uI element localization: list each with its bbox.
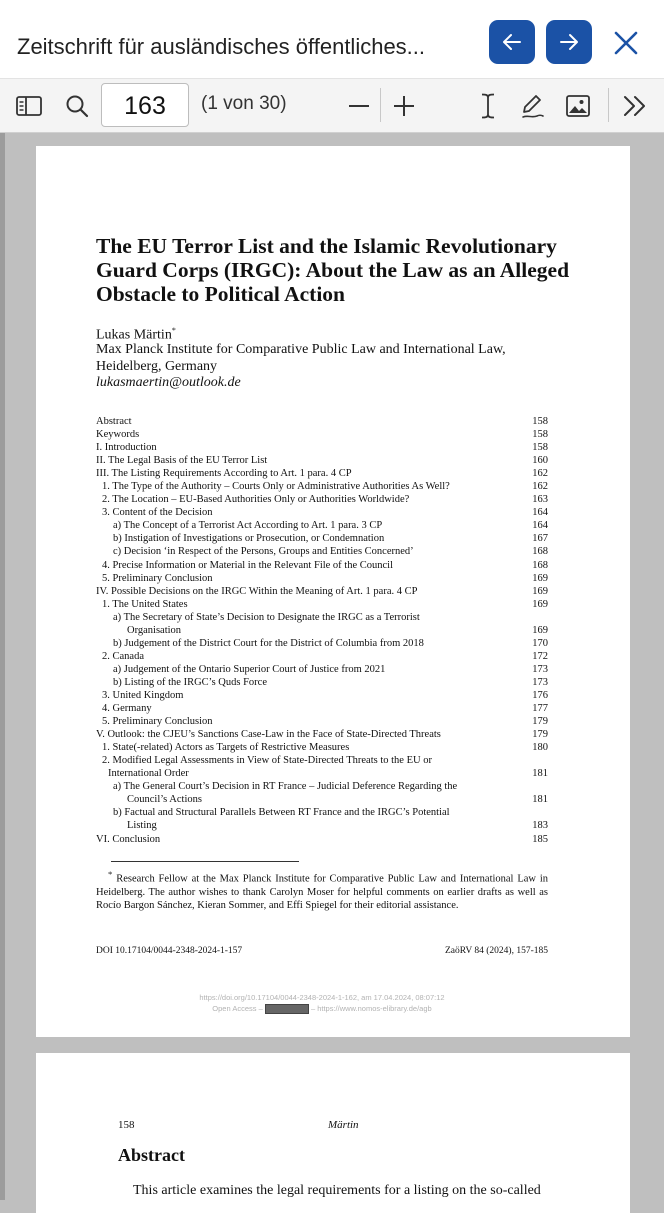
toc-entry-page: 169	[532, 598, 548, 610]
toc-entry	[96, 519, 548, 532]
toc-entry	[96, 506, 548, 519]
sidebar-toggle-icon	[16, 96, 42, 116]
sidebar-toggle-button[interactable]	[14, 79, 44, 132]
toc-entry-page: 164	[532, 507, 548, 519]
toc-entry	[96, 833, 548, 846]
toc-entry-page: 169	[532, 624, 548, 636]
body-text: This article examines the legal requirements for a listing on the so-called	[133, 1183, 541, 1198]
more-tools-icon	[622, 95, 648, 117]
page-number: 158	[118, 1119, 135, 1131]
toc-entry-title: Abstract	[96, 416, 132, 427]
toc-entry	[96, 598, 548, 611]
pen-icon	[519, 93, 545, 119]
toc-entry-title: a) The Concept of a Terrorist Act According to Art. 1 para. 3 CP	[113, 520, 383, 532]
toc-entry-title: b) Factual and Structural Parallels Between RT France and the IRGC’s Potential	[113, 807, 450, 819]
toc-entry-page: 158	[532, 429, 548, 441]
toc-entry-title: I. Introduction	[96, 442, 157, 454]
arrow-left-icon	[501, 31, 523, 53]
zoom-out-button[interactable]	[344, 79, 374, 132]
toc-entry-title: IV. Possible Decisions on the IRGC Within the Meaning of Art. 1 para. 4 CP	[96, 585, 418, 597]
toc-entry-title: a) The General Court’s Decision in RT France – Judicial Deference Regarding the	[113, 781, 458, 793]
toc-entry-page: 172	[532, 650, 548, 662]
toc-entry	[96, 793, 548, 806]
toc-entry-title: III. The Listing Requirements According to Art. 1 para. 4 CP	[96, 468, 352, 480]
annotate-button[interactable]	[517, 79, 547, 132]
pdf-page-1	[36, 146, 630, 1037]
toc-entry	[96, 611, 548, 624]
search-icon	[65, 94, 89, 118]
toc-entry-page: 168	[532, 546, 548, 558]
toc-entry-page: 158	[532, 442, 548, 454]
toc-entry	[96, 480, 548, 493]
toc-entry-title: International Order	[108, 768, 189, 780]
page-count-label: (1 von 30)	[201, 93, 287, 114]
toc-entry	[96, 454, 548, 467]
toc-entry-title: b) Listing of the IRGC’s Quds Force	[113, 676, 267, 688]
toc-entry-title: b) Judgement of the District Court for the District of Columbia from 2018	[113, 637, 424, 649]
image-icon	[566, 95, 590, 117]
toc-entry	[96, 676, 548, 689]
toc-entry-title: V. Outlook: the CJEU’s Sanctions Case-Law in the Face of State-Directed Threats	[96, 729, 441, 741]
toc-entry-page: 163	[532, 494, 548, 506]
toc-entry-title: 3. United Kingdom	[102, 689, 184, 701]
toc-entry-page: 181	[532, 768, 548, 780]
toc-entry	[96, 441, 548, 454]
more-tools-button[interactable]	[620, 79, 650, 132]
toc-entry	[96, 585, 548, 598]
toc-entry	[96, 428, 548, 441]
toc-entry-page: 183	[532, 820, 548, 832]
footnote-rule	[111, 861, 299, 862]
toc-entry-title: 2. Canada	[102, 650, 144, 662]
toc-entry-title: Council’s Actions	[127, 794, 202, 806]
document-title: Zeitschrift für ausländisches öffentliches...	[17, 34, 426, 59]
viewer-toolbar	[0, 79, 664, 133]
toc-entry-title: c) Decision ‘in Respect of the Persons, Groups and Entities Concerned’	[113, 546, 414, 558]
section-heading: Abstract	[118, 1145, 185, 1165]
toc-entry	[96, 819, 548, 832]
toc-entry-title: VI. Conclusion	[96, 833, 161, 845]
toc-entry	[96, 702, 548, 715]
table-of-contents	[96, 415, 548, 846]
toc-entry	[96, 663, 548, 676]
zoom-in-icon	[393, 95, 415, 117]
author-institution: Max Planck Institute for Comparative Public Law and International Law, Heidelberg, Germany	[96, 342, 506, 374]
toc-entry-page: 164	[532, 520, 548, 532]
close-button[interactable]	[606, 25, 646, 61]
footnote: * Research Fellow at the Max Planck Institute for Comparative Public Law and International Law in Heidelberg. The author wishes to thank Carolyn Moser for helpful comments on earlier drafts as well as Rocío Bargon Sánchez, Kieran Sommer, and Effi Spiegel for their editorial assistance.	[96, 869, 549, 911]
doi-line: DOI 10.17104/0044-2348-2024-1-157	[96, 946, 243, 956]
toc-entry-page: 179	[532, 716, 548, 728]
toc-entry	[96, 559, 548, 572]
toc-entry	[96, 728, 548, 741]
toc-entry-title: 2. Modified Legal Assessments in View of State-Directed Threats to the EU or	[102, 755, 432, 767]
toc-entry	[96, 650, 548, 663]
close-icon	[613, 30, 639, 56]
author-email: lukasmaertin@outlook.de	[96, 375, 241, 390]
next-button[interactable]	[546, 20, 592, 64]
toc-entry	[96, 415, 548, 428]
toc-entry	[96, 493, 548, 506]
toc-entry-page: 169	[532, 585, 548, 597]
toc-entry	[96, 767, 548, 780]
toc-entry	[96, 715, 548, 728]
toc-entry-title: 5. Preliminary Conclusion	[102, 572, 213, 584]
search-button[interactable]	[62, 79, 92, 132]
toc-entry-title: II. The Legal Basis of the EU Terror List	[96, 455, 268, 467]
toc-entry-title: 3. Content of the Decision	[102, 507, 213, 519]
toc-entry-title: 4. Germany	[102, 703, 152, 715]
toc-entry-page: 169	[532, 572, 548, 584]
toc-entry-page: 179	[532, 729, 548, 741]
toc-entry	[96, 780, 548, 793]
arrow-right-icon	[558, 31, 580, 53]
insert-image-button[interactable]	[563, 79, 593, 132]
toc-entry-title: a) Judgement of the Ontario Superior Court of Justice from 2021	[113, 663, 386, 675]
toc-entry-page: 176	[532, 689, 548, 701]
toc-entry-title: 5. Preliminary Conclusion	[102, 716, 213, 728]
toc-entry-page: 158	[532, 416, 548, 427]
toc-entry-title: Organisation	[127, 624, 182, 636]
toolbar-divider	[380, 88, 381, 122]
zoom-in-button[interactable]	[389, 79, 419, 132]
toc-entry-page: 168	[532, 559, 548, 571]
toc-entry-page: 177	[532, 703, 548, 715]
toc-entry	[96, 624, 548, 637]
cc-license-badge	[265, 1004, 309, 1014]
page-number-input[interactable]: 163	[101, 83, 189, 127]
article-title: The EU Terror List and the Islamic Revolutionary Guard Corps (IRGC): About the Law as an Alleged Obstacle to Political Action	[96, 234, 570, 306]
zoom-out-icon	[348, 95, 370, 117]
toc-entry	[96, 545, 548, 558]
toc-entry	[96, 532, 548, 545]
pdf-page-2	[36, 1053, 630, 1213]
previous-button[interactable]	[489, 20, 535, 64]
toc-entry-page: 181	[532, 794, 548, 806]
toc-entry-page: 170	[532, 637, 548, 649]
toc-entry	[96, 754, 548, 767]
toc-entry	[96, 467, 548, 480]
toc-entry	[96, 741, 548, 754]
toc-entry-page: 160	[532, 455, 548, 467]
text-cursor-icon	[479, 93, 497, 119]
download-stamp: https://doi.org/10.17104/0044-2348-2024-1-162, am 17.04.2024, 08:07:12 Open Access – – https://www.nomos-elibrary.de/agb	[199, 993, 445, 1013]
toc-entry-page: 167	[532, 533, 548, 545]
toc-entry-page: 162	[532, 481, 548, 493]
toc-entry-page: 162	[532, 468, 548, 480]
toc-entry-title: 1. The United States	[102, 598, 188, 610]
toc-entry-title: 2. The Location – EU-Based Authorities Only or Authorities Worldwide?	[102, 494, 410, 506]
toc-entry-page: 173	[532, 676, 548, 688]
toc-entry	[96, 806, 548, 819]
toc-entry-title: 4. Precise Information or Material in the Relevant File of the Council	[102, 559, 394, 571]
toc-entry	[96, 637, 548, 650]
toc-entry-title: a) The Secretary of State’s Decision to Designate the IRGC as a Terrorist	[113, 611, 420, 623]
toolbar-divider	[608, 88, 609, 122]
toc-entry	[96, 572, 548, 585]
toc-entry	[96, 689, 548, 702]
text-select-button[interactable]	[473, 79, 503, 132]
toc-entry-title: Keywords	[96, 429, 140, 441]
toc-entry-title: 1. State(-related) Actors as Targets of Restrictive Measures	[102, 742, 350, 754]
author-name: Lukas Märtin*	[96, 326, 176, 343]
toc-entry-title: b) Instigation of Investigations or Prosecution, or Condemnation	[113, 533, 385, 545]
toc-entry-title: 1. The Type of the Authority – Courts Only or Administrative Authorities As Well?	[102, 481, 450, 493]
journal-reference: ZaöRV 84 (2024), 157-185	[444, 946, 548, 956]
toc-entry-page: 173	[532, 663, 548, 675]
toc-entry-page: 180	[532, 742, 548, 754]
running-head: Märtin	[328, 1119, 359, 1131]
viewer-edge	[0, 133, 5, 1200]
toc-entry-title: Listing	[127, 820, 157, 832]
app-header	[0, 0, 664, 79]
toc-entry-page: 185	[532, 833, 548, 845]
